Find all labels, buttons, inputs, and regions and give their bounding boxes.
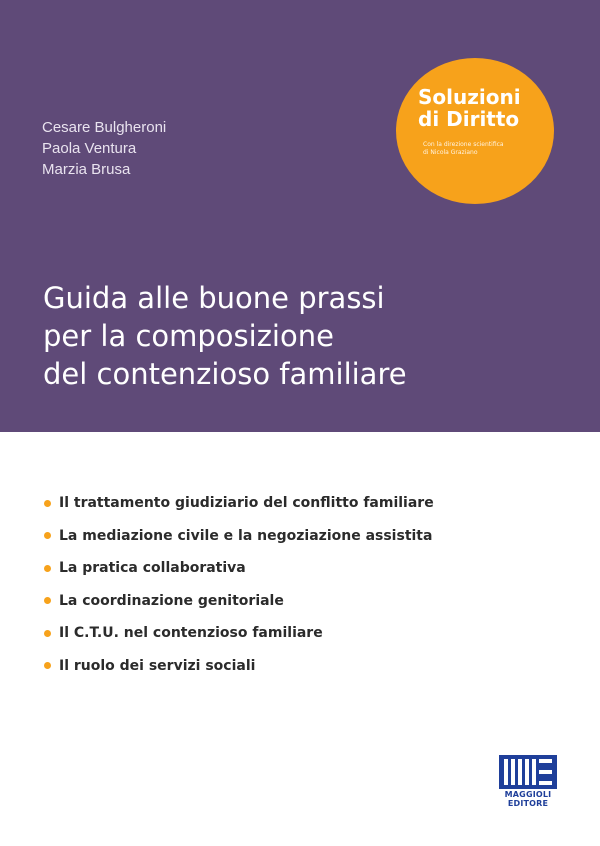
topic-text: La pratica collaborativa xyxy=(59,560,246,577)
series-title-line: di Diritto xyxy=(418,107,520,131)
topic-text: Il trattamento giudiziario del conflitto familiare xyxy=(59,495,434,512)
series-subtitle xyxy=(423,141,533,157)
book-title-line: Guida alle buone prassi xyxy=(43,281,385,315)
author-name: Paola Ventura xyxy=(42,140,137,157)
series-badge xyxy=(396,58,554,204)
topic-text: Il C.T.U. nel contenzioso familiare xyxy=(59,625,323,642)
book-title-line: del contenzioso familiare xyxy=(43,357,407,391)
publisher-name-line: MAGGIOLI xyxy=(504,790,552,799)
publisher-mark-icon xyxy=(499,755,557,789)
author-name: Cesare Bulgheroni xyxy=(42,119,167,136)
topic-text: Il ruolo dei servizi sociali xyxy=(59,657,256,674)
topic-item xyxy=(44,520,504,553)
series-title-line: Soluzioni xyxy=(418,85,521,109)
publisher-name-line: EDITORE xyxy=(507,799,549,808)
bullet-dot-icon xyxy=(44,500,51,507)
topic-item xyxy=(44,552,504,585)
bullet-dot-icon xyxy=(44,565,51,572)
topic-item xyxy=(44,487,504,520)
bullet-dot-icon xyxy=(44,630,51,637)
author-name: Marzia Brusa xyxy=(42,161,131,178)
bullet-dot-icon xyxy=(44,532,51,539)
bullet-dot-icon xyxy=(44,662,51,669)
publisher-logo xyxy=(499,755,557,808)
series-title xyxy=(418,86,548,130)
topic-item xyxy=(44,585,504,618)
topic-item xyxy=(44,650,504,683)
publisher-name xyxy=(499,790,557,808)
topic-list xyxy=(44,487,504,682)
book-title xyxy=(43,279,563,393)
topic-text: La mediazione civile e la negoziazione assistita xyxy=(59,527,433,544)
author-list xyxy=(42,117,166,180)
series-subtitle-line: di Nicola Graziano xyxy=(423,149,478,156)
bullet-dot-icon xyxy=(44,597,51,604)
series-subtitle-line: Con la direzione scientifica xyxy=(423,141,504,148)
book-title-line: per la composizione xyxy=(43,319,334,353)
topic-text: La coordinazione genitoriale xyxy=(59,592,284,609)
topic-item xyxy=(44,617,504,650)
